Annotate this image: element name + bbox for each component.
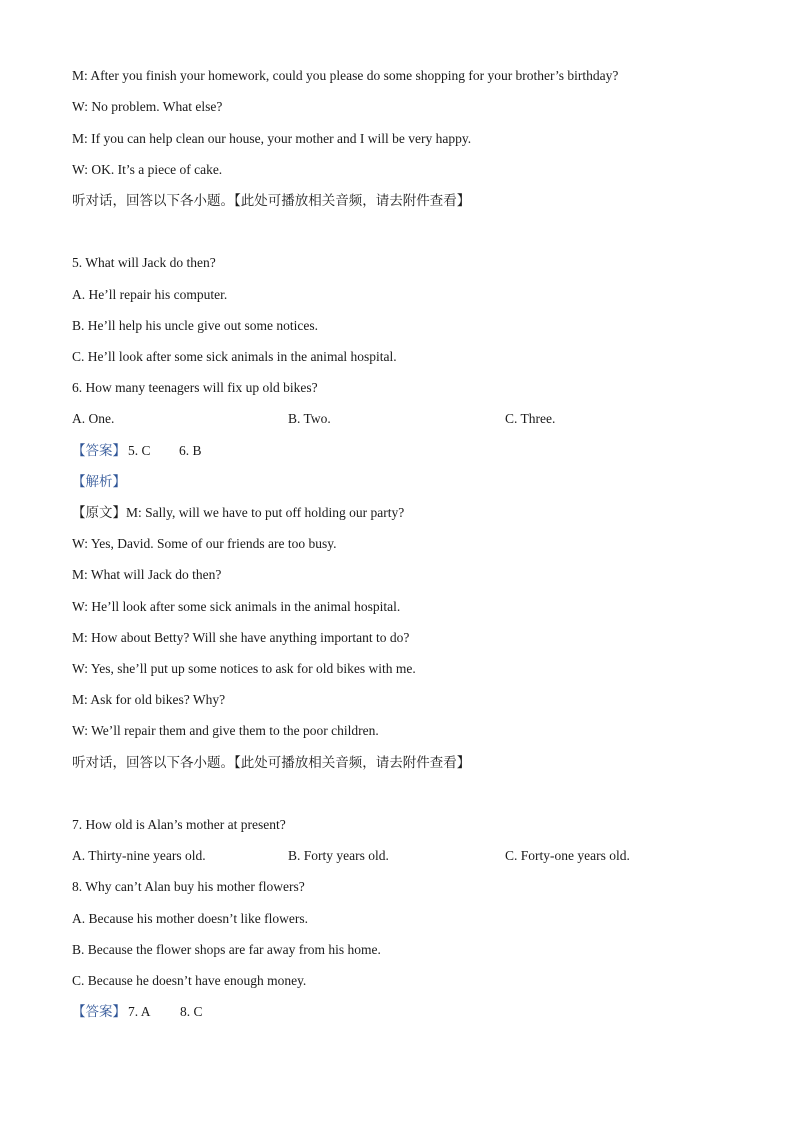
transcript-line: W: Yes, she’ll put up some notices to ask for old bikes with me.: [72, 661, 416, 676]
listening-instruction: 听对话，回答以下各小题。【此处可播放相关音频，请去附件查看】: [72, 755, 471, 770]
answer-value: 5. C: [128, 443, 151, 458]
listening-instruction: 听对话，回答以下各小题。【此处可播放相关音频，请去附件查看】: [72, 193, 471, 208]
option-a: A. He’ll repair his computer.: [72, 287, 228, 302]
transcript-label: 【原文】: [72, 505, 126, 520]
option-b: B. Forty years old.: [288, 848, 389, 863]
option-b: B. Because the flower shops are far away from his home.: [72, 942, 381, 957]
dialogue-line: M: After you finish your homework, could you please do some shopping for your brother’s birthday?: [72, 68, 619, 83]
transcript-line: W: We’ll repair them and give them to the poor children.: [72, 723, 379, 738]
question-stem: 7. How old is Alan’s mother at present?: [72, 817, 286, 832]
transcript-line: M: What will Jack do then?: [72, 567, 222, 582]
transcript-line: W: He’ll look after some sick animals in the animal hospital.: [72, 599, 401, 614]
transcript-line: W: Yes, David. Some of our friends are too busy.: [72, 536, 337, 551]
option-c: C. He’ll look after some sick animals in the animal hospital.: [72, 349, 397, 364]
option-c: C. Three.: [505, 411, 556, 426]
transcript-line: M: How about Betty? Will she have anything important to do?: [72, 630, 410, 645]
option-c: C. Forty-one years old.: [505, 848, 630, 863]
option-b: B. He’ll help his uncle give out some notices.: [72, 318, 318, 333]
option-a: A. Thirty-nine years old.: [72, 848, 206, 863]
option-c: C. Because he doesn’t have enough money.: [72, 973, 307, 988]
transcript-line: M: Ask for old bikes? Why?: [72, 692, 226, 707]
dialogue-line: M: If you can help clean our house, your mother and I will be very happy.: [72, 131, 472, 146]
answer-value: 8. C: [180, 1004, 203, 1019]
answer-value: 6. B: [179, 443, 202, 458]
answer-value: 7. A: [128, 1004, 151, 1019]
dialogue-line: W: OK. It’s a piece of cake.: [72, 162, 223, 177]
option-b: B. Two.: [288, 411, 331, 426]
dialogue-line: W: No problem. What else?: [72, 99, 223, 114]
option-a: A. Because his mother doesn’t like flowers.: [72, 911, 308, 926]
question-stem: 6. How many teenagers will fix up old bikes?: [72, 380, 318, 395]
option-a: A. One.: [72, 411, 115, 426]
question-stem: 8. Why can’t Alan buy his mother flowers?: [72, 879, 305, 894]
analysis-label: 【解析】: [72, 474, 126, 489]
question-stem: 5. What will Jack do then?: [72, 255, 216, 270]
answer-label: 【答案】: [72, 443, 126, 458]
transcript-first-line: [72, 504, 404, 522]
answer-label: 【答案】: [72, 1004, 126, 1019]
transcript-line: M: Sally, will we have to put off holding our party?: [126, 505, 405, 520]
